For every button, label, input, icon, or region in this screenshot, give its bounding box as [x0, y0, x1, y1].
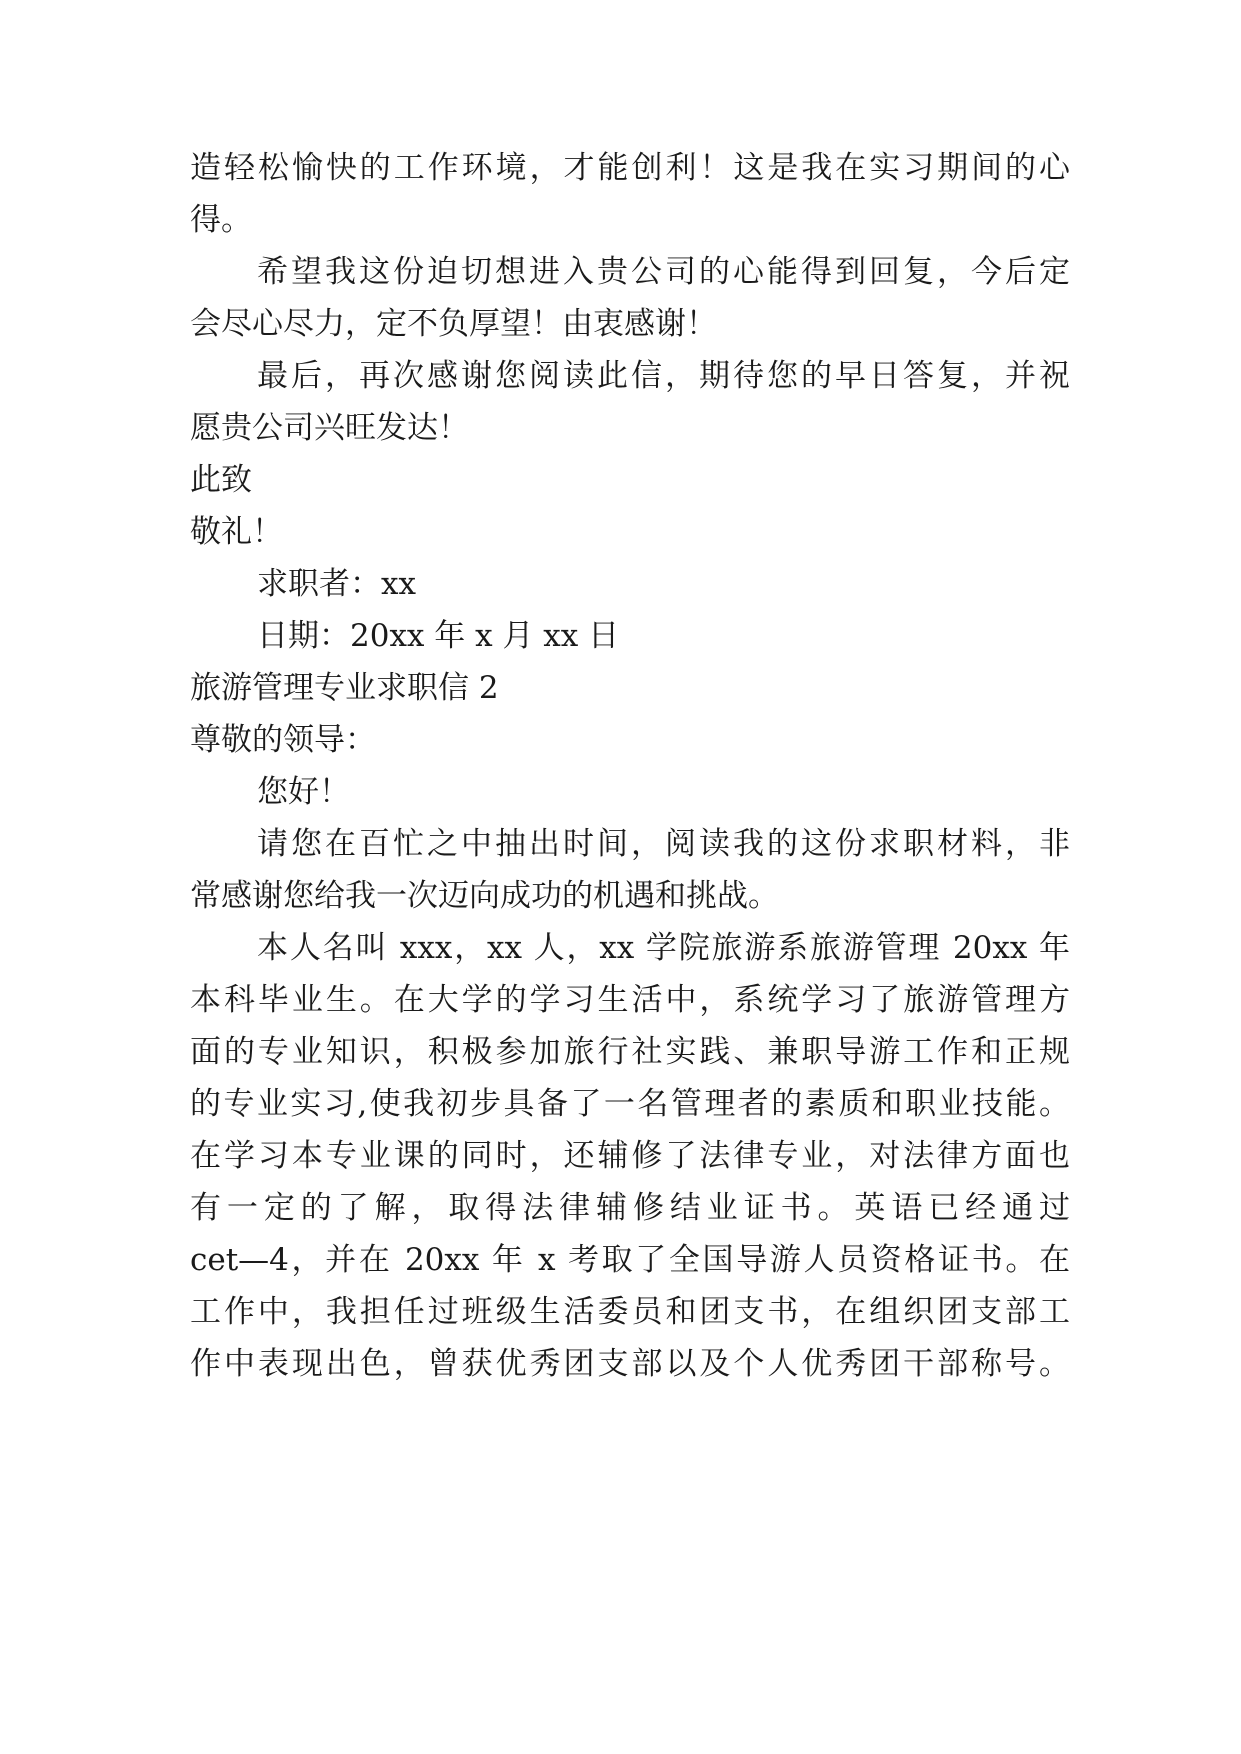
text-line: 最后，再次感谢您阅读此信，期待您的早日答复，并祝	[257, 358, 1070, 394]
text-line: 希望我这份迫切想进入贵公司的心能得到回复，今后定	[257, 254, 1070, 290]
text-line: 工作中，我担任过班级生活委员和团支书，在组织团支部工	[190, 1294, 1070, 1330]
text-line: 愿贵公司兴旺发达！	[190, 410, 469, 446]
text-line: 常感谢您给我一次迈向成功的机遇和挑战。	[190, 878, 779, 914]
text-line: 造轻松愉快的工作环境，才能创利！这是我在实习期间的心	[190, 150, 1070, 186]
text-line: 在学习本专业课的同时，还辅修了法律专业，对法律方面也	[190, 1138, 1070, 1174]
text-line: 此致	[190, 462, 252, 498]
text-line: 您好！	[257, 774, 350, 810]
text-line: 求职者：xx	[257, 566, 416, 602]
text-line: cet—4，并在 20xx 年 x 考取了全国导游人员资格证书。在	[190, 1242, 1070, 1278]
text-line: 本科毕业生。在大学的学习生活中，系统学习了旅游管理方	[190, 982, 1070, 1018]
text-line: 的专业实习,使我初步具备了一名管理者的素质和职业技能。	[190, 1086, 1070, 1122]
text-line: 有一定的了解，取得法律辅修结业证书。英语已经通过	[190, 1190, 1070, 1226]
text-line: 会尽心尽力，定不负厚望！由衷感谢！	[190, 306, 717, 342]
text-line: 请您在百忙之中抽出时间，阅读我的这份求职材料，非	[257, 826, 1070, 862]
text-line: 本人名叫 xxx，xx 人，xx 学院旅游系旅游管理 20xx 年	[257, 930, 1070, 966]
text-line: 得。	[190, 202, 252, 238]
text-line: 日期：20xx 年 x 月 xx 日	[257, 618, 620, 654]
text-line: 敬礼！	[190, 514, 283, 550]
section-title: 旅游管理专业求职信 2	[190, 670, 499, 706]
salutation: 尊敬的领导：	[190, 722, 376, 758]
text-line: 面的专业知识，积极参加旅行社实践、兼职导游工作和正规	[190, 1034, 1070, 1070]
text-line: 作中表现出色，曾获优秀团支部以及个人优秀团干部称号。	[190, 1346, 1070, 1382]
